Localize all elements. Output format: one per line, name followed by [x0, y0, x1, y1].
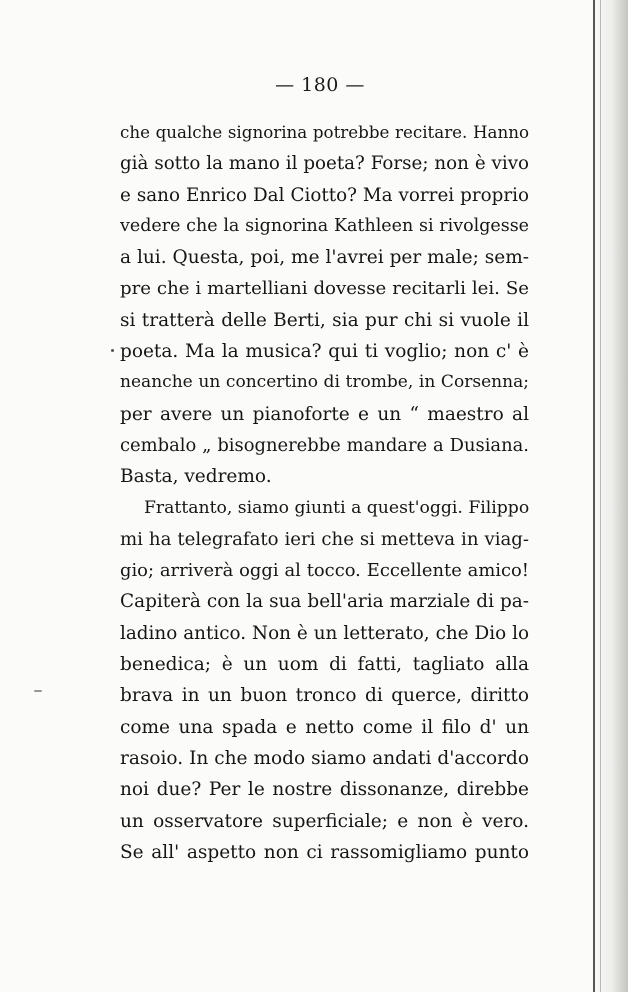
text-line: gio; arriverà oggi al tocco. Eccellente amico! [120, 560, 529, 582]
text-line: Basta, vedremo. [120, 466, 272, 488]
text-line: rasoio. In che modo siamo andati d'accordo [120, 747, 529, 769]
body-text [120, 117, 529, 868]
page-edge-line [593, 0, 595, 992]
ink-speck [111, 349, 114, 352]
text-line: un osservatore superficiale; e non è vero. [120, 810, 529, 832]
text-line: si tratterà delle Berti, sia pur chi si vuole il [120, 309, 529, 331]
page-edge-shadow [592, 0, 628, 992]
text-line: che qualche signorina potrebbe recitare. Hanno [120, 122, 529, 142]
text-line: ladino antico. Non è un letterato, che Dio lo [120, 622, 529, 644]
text-line: a lui. Questa, poi, me l'avrei per male; sem- [120, 247, 529, 269]
text-line: noi due? Per le nostre dissonanze, direbbe [120, 779, 529, 801]
text-line: come una spada e netto come il filo d' un [120, 716, 529, 738]
text-line: poeta. Ma la musica? qui ti voglio; non c' è [120, 341, 529, 363]
text-line: e sano Enrico Dal Ciotto? Ma vorrei proprio [120, 184, 529, 206]
text-line: Frattanto, siamo giunti a quest'oggi. Filippo [144, 497, 530, 518]
text-line: neanche un concertino di trombe, in Corsenna; [120, 372, 529, 393]
text-line: Se all' aspetto non ci rassomigliamo punto [120, 841, 529, 863]
page-number: — 180 — [275, 74, 365, 96]
text-line: mi ha telegrafato ieri che si metteva in viag- [120, 528, 529, 550]
text-line: vedere che la signorina Kathleen si rivolgesse [120, 215, 529, 236]
page-edge-line-inner [600, 0, 601, 992]
text-line: Capiterà con la sua bell'aria marziale di pa- [120, 591, 529, 613]
text-line: cembalo „ bisognerebbe mandare a Dusiana. [120, 434, 529, 456]
text-line: benedica; è un uom di fatti, tagliato alla [120, 654, 529, 676]
text-line: già sotto la mano il poeta? Forse; non è vivo [120, 153, 529, 175]
ink-speck [34, 690, 42, 692]
text-line: brava in un buon tronco di querce, diritto [120, 685, 529, 707]
text-line: pre che i martelliani dovesse recitarli lei. Se [120, 278, 529, 300]
text-line: per avere un pianoforte e un “ maestro al [120, 403, 529, 425]
